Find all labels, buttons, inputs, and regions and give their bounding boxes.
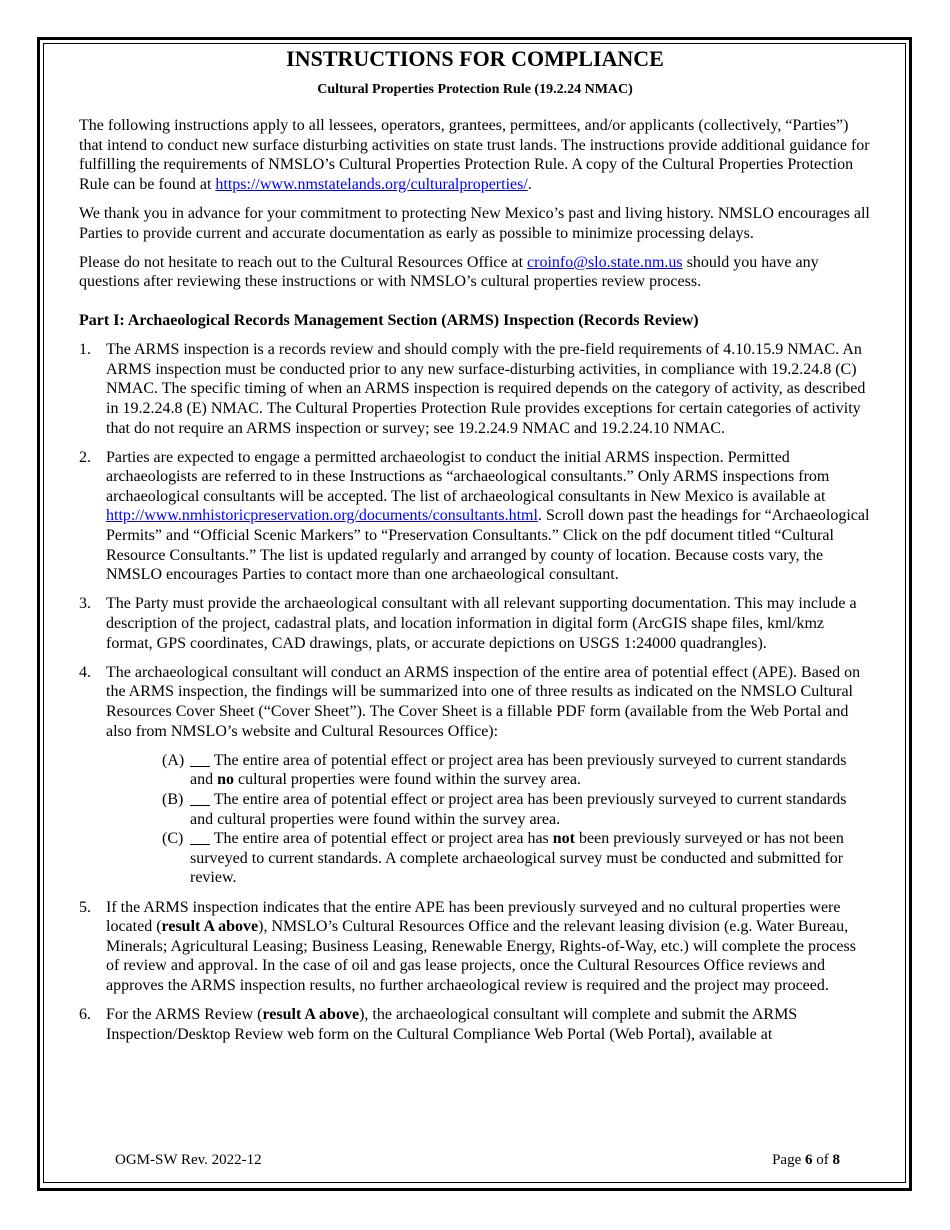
list-item: 5. If the ARMS inspection indicates that the entire APE has been previously surveyed and no cultural properties were located (result A above), NMSLO’s Cultural Resources Office and the relevant leasing division (e.g. Water Bureau, Minerals; Agricultural Leasing; Business Leasing, Renewable Energy, Rights-of-Way, etc.) will complete the process of review and approval. In the case of oil and gas lease projects, once the Cultural Resources Office reviews and approves the ARMS inspection results, no further archaeological review is required and the project may proceed. (79, 898, 856, 994)
list-item: 3. The Party must provide the archaeological consultant with all relevant supporting documentation. This may include a description of the project, cadastral plats, and location information in digital form (ArcGIS shape files, kml/kmz format, GPS coordinates, CAD drawings, plats, or accurate depictions on USGS 1:24000 quadrangles). (79, 595, 857, 652)
list-item: 2. Parties are expected to engage a permitted archaeologist to conduct the initial ARMS inspection. Permitted archaeologists are referred to in these Instructions as “archaeological consultants.” Only ARMS inspections from archaeological consultants will be accepted. The list of archaeological consultants in New Mexico is available at http://www.nmhistoricpreservation.org/documents/consultants.html. Scroll down past the headings for “Archaeological Permits” and “Official Scenic Markers” to “Preservation Consultants.” Click on the pdf document titled “Cultural Resource Consultants.” The list is updated regularly and arranged by county of location. Because costs vary, the NMSLO encourages Parties to contact more than one archaeological consultant. (79, 448, 870, 584)
checkbox-blank (190, 830, 210, 847)
part1-list (79, 340, 871, 1044)
revision-label: OGM-SW Rev. 2022-12 (115, 1152, 262, 1168)
part1-heading: Part I: Archaeological Records Management Section (ARMS) Inspection (Records Review) (79, 311, 699, 329)
list-item: 1. The ARMS inspection is a records review and should comply with the pre-field requirements of 4.10.15.9 NMAC. An ARMS inspection must be conducted prior to any new surface-disturbing activities, in compliance with 19.2.24.8 (C) NMAC. The specific timing of when an ARMS inspection is required depends on the category of activity, as described in 19.2.24.8 (E) NMAC. The Cultural Properties Protection Rule provides exceptions for certain categories of activity that do not require an ARMS inspection or survey; see 19.2.24.9 NMAC and 19.2.24.10 NMAC. (79, 341, 866, 437)
result-option-c: (C) The entire area of potential effect or project area has not been previously surveyed or has not been surveyed to current standards. A complete archaeological survey must be conducted and submitted for review. (162, 830, 844, 887)
result-option-b: (B) The entire area of potential effect or project area has been previously surveyed to current standards and cultural properties were found within the survey area. (162, 790, 847, 828)
result-options (162, 751, 871, 888)
checkbox-blank (190, 791, 210, 808)
list-item: 6. For the ARMS Review (result A above), the archaeological consultant will complete and submit the ARMS Inspection/Desktop Review web form on the Cultural Compliance Web Portal (Web Portal), available at (79, 1006, 798, 1043)
intro-paragraph-2: We thank you in advance for your commitment to protecting New Mexico’s past and living history. NMSLO encourages all Parties to provide current and accurate documentation as early as possible to minimize processing delays. (79, 204, 870, 242)
consultants-link[interactable]: http://www.nmhistoricpreservation.org/documents/consultants.html (106, 507, 538, 525)
intro-paragraph-1: The following instructions apply to all lessees, operators, grantees, permittees, and/or applicants (collectively, “Parties”) that intend to conduct new surface disturbing activities on state trust lands. The instructions provide additional guidance for fulfilling the requirements of NMSLO’s Cultural Properties Protection Rule. A copy of the Cultural Properties Protection Rule can be found at https://www.nmstatelands.org/culturalproperties/. (79, 117, 870, 193)
document-body (79, 45, 871, 1054)
document-subtitle: Cultural Properties Protection Rule (19.2.24 NMAC) (317, 82, 633, 97)
intro-paragraph-3: Please do not hesitate to reach out to the Cultural Resources Office at croinfo@slo.state.nm.us should you have any questions after reviewing these instructions or with NMSLO’s cultural properties review process. (79, 253, 819, 291)
page-number: Page 6 of 8 (772, 1152, 840, 1168)
checkbox-blank (190, 752, 210, 769)
list-item: 4. The archaeological consultant will conduct an ARMS inspection of the entire area of potential effect (APE). Based on the ARMS inspection, the findings will be summarized into one of three results as indicated on the NMSLO Cultural Resources Cover Sheet (“Cover Sheet”). The Cover Sheet is a fillable PDF form (available from the Web Portal and also from NMSLO’s website and Cultural Resources Office): (A) The entire area of potential effect or project area has been previously surveyed to current standards and no cultural properties were found within the survey area. (B) The entire area of potential effect or project area has been previously surveyed to current standards and cultural properties were found within the survey area. (C) The entire area of potential effect or project area has not been previously surveyed or has not been surveyed to current standards. A complete archaeological survey must be conducted and submitted for review. (79, 663, 871, 888)
croinfo-email-link[interactable]: croinfo@slo.state.nm.us (527, 253, 683, 271)
document-title: INSTRUCTIONS FOR COMPLIANCE (286, 46, 664, 71)
cultural-properties-link[interactable]: https://www.nmstatelands.org/culturalproperties/ (215, 175, 528, 193)
result-option-a: (A) The entire area of potential effect or project area has been previously surveyed to current standards and no cultural properties were found within the survey area. (162, 751, 847, 789)
page-footer (115, 1152, 840, 1169)
